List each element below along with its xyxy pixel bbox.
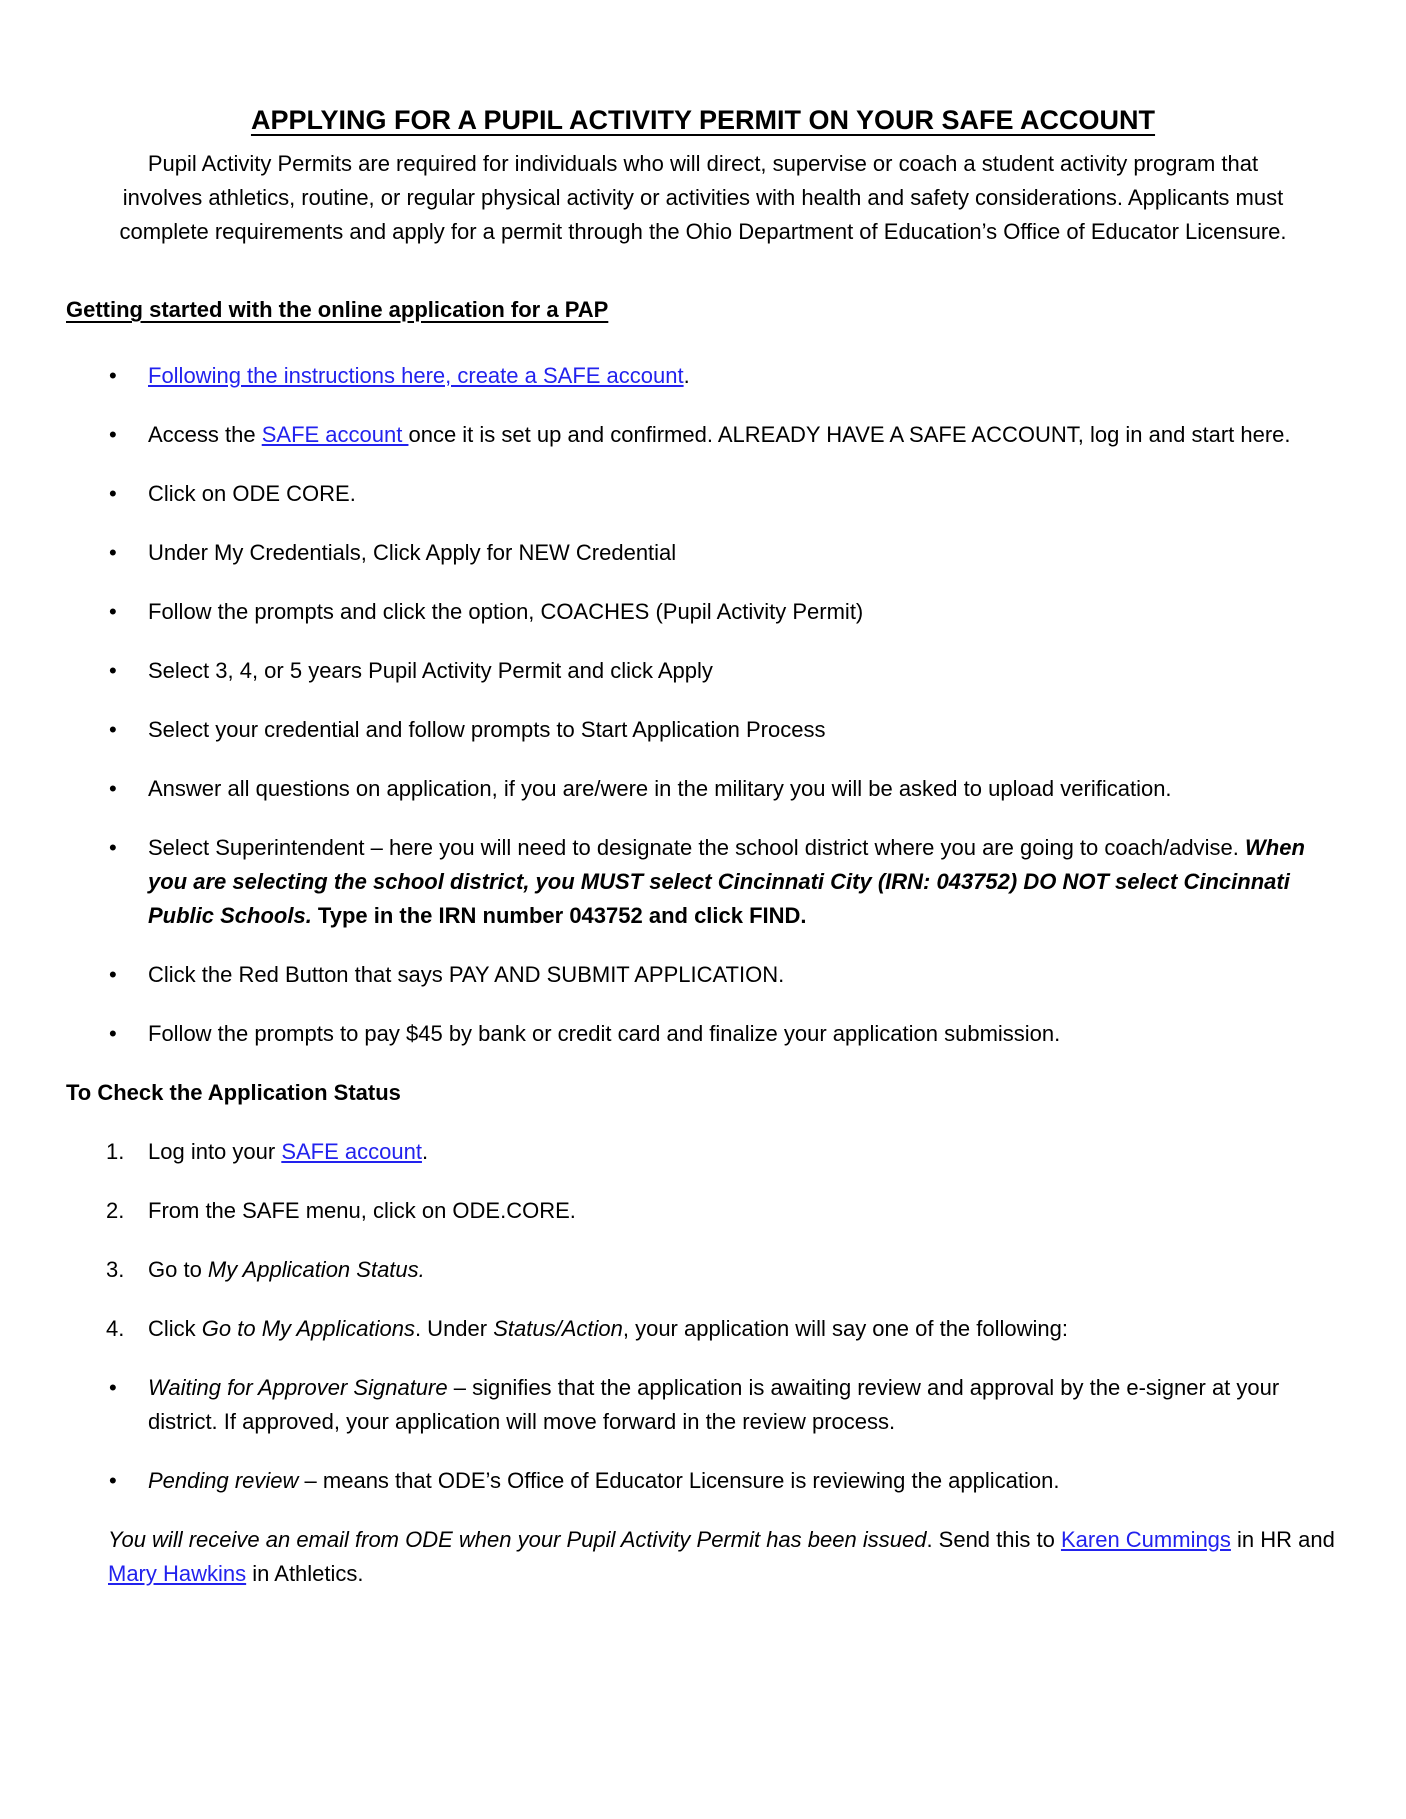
text-run: From the SAFE menu, click on ODE.CORE. [148, 1198, 576, 1223]
text-run-italic: Pending review [148, 1468, 299, 1493]
list-item [66, 1135, 1340, 1169]
text-run: Go to [148, 1257, 208, 1282]
text-run-bold: Type in the IRN number 043752 and click FIND. [311, 903, 807, 928]
getting-started-bullet-list [66, 359, 1340, 1051]
list-number: 2. [106, 1198, 125, 1223]
text-run-bold-italic: When you are selecting the school district, you MUST select Cincinnati City (IRN: 043752) DO NOT select Cincinnati Public Schools. [148, 835, 1305, 928]
karen-cummings-link[interactable]: Karen Cummings [1060, 1527, 1231, 1552]
list-number: 3. [106, 1257, 125, 1282]
list-item [66, 477, 1340, 511]
bullet-marker: • [109, 1021, 117, 1046]
text-run: – means that ODE’s Office of Educator Licensure is reviewing the application. [298, 1468, 1060, 1493]
list-item [66, 958, 1340, 992]
bullet-marker: • [109, 835, 117, 860]
list-item [66, 713, 1340, 747]
list-number: 1. [106, 1139, 125, 1164]
intro-line: involves athletics, routine, or regular physical activity or activities with health and safety considerations. Applicants must [122, 185, 1284, 210]
list-item [66, 1194, 1340, 1228]
mary-hawkins-link[interactable]: Mary Hawkins [108, 1561, 247, 1586]
list-item [66, 831, 1340, 933]
text-run: Click [148, 1316, 202, 1341]
text-run: Select your credential and follow prompts to Start Application Process [148, 717, 826, 742]
intro-paragraph [66, 147, 1340, 249]
list-item [66, 359, 1340, 393]
text-run: Select 3, 4, or 5 years Pupil Activity Permit and click Apply [148, 658, 713, 683]
intro-line: Pupil Activity Permits are required for individuals who will direct, supervise or coach a student activity program that [147, 151, 1259, 176]
list-number: 4. [106, 1316, 125, 1341]
list-item [66, 1017, 1340, 1051]
text-run: . [683, 363, 690, 388]
list-item [66, 536, 1340, 570]
text-run-italic: Waiting for Approver Signature [148, 1375, 448, 1400]
text-run: Access the [148, 422, 262, 447]
text-run-italic: Status/Action [493, 1316, 623, 1341]
closing-paragraph [108, 1523, 1340, 1591]
text-run: Click the Red Button that says PAY AND SUBMIT APPLICATION. [148, 962, 785, 987]
list-item [66, 595, 1340, 629]
bullet-marker: • [109, 363, 117, 388]
text-run: Follow the prompts and click the option, COACHES (Pupil Activity Permit) [148, 599, 864, 624]
intro-line: complete requirements and apply for a permit through the Ohio Department of Education’s Office of Educator Licensure. [119, 219, 1287, 244]
bullet-marker: • [109, 658, 117, 683]
section-heading-check-status: To Check the Application Status [66, 1080, 401, 1105]
safe-account-link[interactable]: SAFE account [261, 422, 409, 447]
text-run: Follow the prompts to pay $45 by bank or credit card and finalize your application submission. [148, 1021, 1061, 1046]
text-run: . Send this to [926, 1527, 1061, 1552]
list-item [66, 1371, 1340, 1439]
list-item [66, 654, 1340, 688]
bullet-marker: • [109, 1468, 117, 1493]
text-run: in HR and [1230, 1527, 1335, 1552]
list-item [66, 1253, 1340, 1287]
section-heading-getting-started: Getting started with the online application for a PAP [66, 297, 609, 322]
text-run: Click on ODE CORE. [148, 481, 356, 506]
bullet-marker: • [109, 599, 117, 624]
text-run-italic: You will receive an email from ODE when your Pupil Activity Permit has been issued [108, 1527, 927, 1552]
bullet-marker: • [109, 481, 117, 506]
text-run-italic: Go to My Applications [201, 1316, 415, 1341]
list-item [66, 772, 1340, 806]
document-title: APPLYING FOR A PUPIL ACTIVITY PERMIT ON YOUR SAFE ACCOUNT [250, 105, 1156, 135]
bullet-marker: • [109, 1375, 117, 1400]
text-run: Under My Credentials, Click Apply for NEW Credential [148, 540, 677, 565]
text-run: . Under [414, 1316, 494, 1341]
list-item [66, 1464, 1340, 1498]
safe-account-link-2[interactable]: SAFE account [281, 1139, 422, 1164]
text-run: once it is set up and confirmed. ALREADY HAVE A SAFE ACCOUNT, log in and start here. [408, 422, 1291, 447]
text-run: , your application will say one of the following: [622, 1316, 1068, 1341]
bullet-marker: • [109, 422, 117, 447]
bullet-marker: • [109, 540, 117, 565]
create-safe-account-link[interactable]: Following the instructions here, create a SAFE account [148, 363, 684, 388]
text-run: Log into your [148, 1139, 282, 1164]
text-run: Select Superintendent – here you will need to designate the school district where you are going to coach/advise. [148, 835, 1246, 860]
text-run-italic: My Application Status. [207, 1257, 425, 1282]
bullet-marker: • [109, 962, 117, 987]
list-item [66, 1312, 1340, 1346]
text-run: in Athletics. [246, 1561, 364, 1586]
text-run: – signifies that the application is awaiting review and approval by the e-signer at your district. If approved, your application will move forward in the review process. [148, 1375, 1280, 1434]
text-run: . [421, 1139, 429, 1164]
status-meaning-bullet-list [66, 1371, 1340, 1498]
bullet-marker: • [109, 776, 117, 801]
text-run: Answer all questions on application, if you are/were in the military you will be asked to upload verification. [148, 776, 1172, 801]
list-item [66, 418, 1340, 452]
check-status-numbered-list [66, 1135, 1340, 1346]
bullet-marker: • [109, 717, 117, 742]
